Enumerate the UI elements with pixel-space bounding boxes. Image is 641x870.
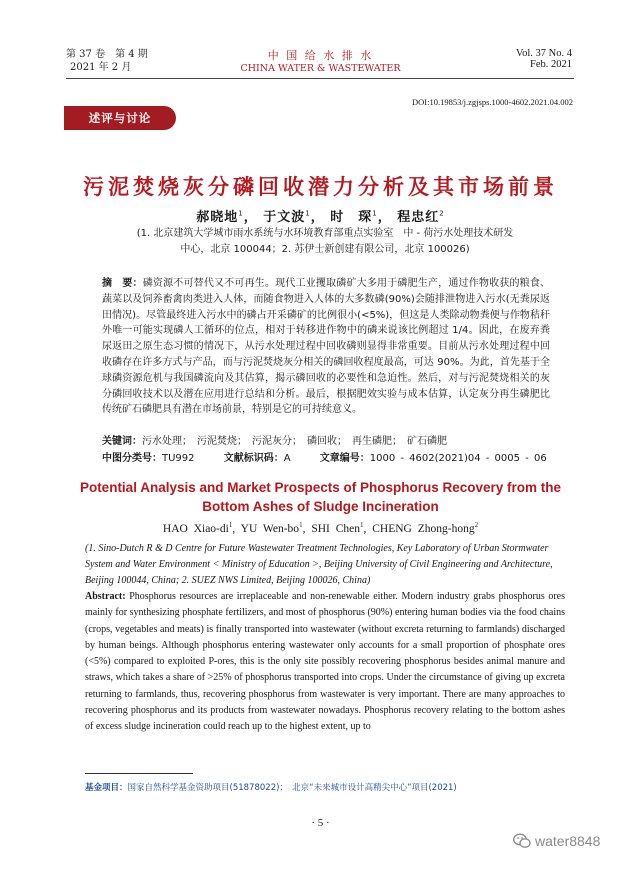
author-en: SHI Chen [311, 522, 360, 535]
abstract-en-label: Abstract: [85, 591, 126, 602]
watermark-text: water8848 [535, 833, 601, 849]
doi[interactable]: DOI:10.19853/j.zgjsps.1000-4602.2021.04.002 [411, 97, 573, 107]
date-en: Feb. 2021 [530, 59, 572, 70]
header-volume-info-en [516, 48, 572, 70]
keywords-cn [102, 432, 550, 447]
affiliation-cn-line: (1. 北京建筑大学城市雨水系统与水环境教育部重点实验室 中 - 荷污水处理技术研发 [136, 228, 514, 239]
author-sup: 1 [372, 209, 378, 218]
fund-note [85, 781, 565, 793]
author-cn: 时 琛 [330, 210, 373, 225]
author-sup: 1 [238, 209, 244, 218]
volume-issue-en: Vol. 37 No. 4 [515, 48, 572, 59]
article-title-cn: 污泥焚烧灰分磷回收潜力分析及其市场前景 [83, 175, 558, 199]
watermark [513, 833, 600, 849]
affiliation-en: (1. Sino-Dutch R & D Centre for Future Wastewater Treatment Technologies, Key Laboratory of Urban Stormwater System and Water Environment < Ministry of Education >, Beijing University of Civil Engineering and Architecture, Beijing 100044, China; 2. SUEZ NWS Limited, Beijing 100026, China) [85, 543, 553, 586]
author-cn: 于文波 [263, 210, 306, 225]
wechat-icon [513, 833, 531, 849]
date-cn: 2021 年 2 月 [70, 62, 132, 73]
author-en: CHENG Zhong-hong [372, 522, 475, 535]
doc-code-value: A [283, 453, 291, 464]
authors-cn: 郝晓地$^1$， 于文波$^1$， 时 琛$^1$， 程忠红$^2$ [196, 209, 445, 225]
keywords-cn-text: 污水处理； 污泥焚烧； 污泥灰分； 磷回收； 再生磷肥； 矿石磷肥 [142, 436, 447, 447]
authors-en: HAO Xiao-$di^1$, YU Wen-$bo^1$, SHI Chen$^1$, CHENG Zhong-hong$^2$ [162, 521, 479, 535]
abstract-en-text: Phosphorus resources are irreplaceable and non-renewable either. Modern industry grabs phosphorus ores mainly for synthesizing phosphate fertilizers, and most of phosphorus (90%) entering human bodies via the food chains (crops, vegetables and meats) is finally transported into wastewater (without excreta returning to farmlands) discharged by human beings. Although phosphorus entering wastewater only accounts for a small proportion of phosphate ores (<5%) compared to exploited P-ores, this is the only site possibly recovering phosphorus besides animal manure and straws, which takes a share of >25% of phosphorus transported into crops. Under the circumstance of giving up excreta returning to farmlands, thus, recovering phosphorus from wastewater is very important. There are many approaches to recovering phosphorus and its products from wastewater nowadays. Phosphorus recovery relating to the bottom ashes of excess sludge incineration could reach up to the highest extent, up to [85, 591, 566, 733]
journal-name-cn: 中 国 给 水 排 水 [267, 49, 374, 62]
author-sup: 1 [299, 521, 303, 529]
article-title-en: Potential Analysis and Market Prospects of Phosphorus Recovery from the Bottom Ashes of Sludge Incineration [79, 480, 562, 514]
author-sup: 2 [474, 521, 479, 529]
abstract-en [85, 589, 565, 736]
fund-text: 国家自然科学基金资助项目(51878022)； 北京“未来城市设计高精尖中心”项目(2021) [127, 783, 457, 793]
keywords-cn-label: 关键词： [102, 436, 142, 447]
classification-line [102, 449, 550, 464]
clc-value: TU992 [162, 453, 195, 464]
abstract-cn [102, 276, 550, 418]
journal-name-en: CHINA WATER & WASTEWATER [240, 63, 401, 74]
author-sup: 1 [228, 521, 233, 529]
abstract-cn-text: 磷资源不可替代又不可再生。现代工业攫取磷矿大多用于磷肥生产，通过作物收获的粮食、蔬菜以及饲养畜禽肉类进入人体，而随食物进入人体的大多数磷(90%)会随排泄物进入污水(无粪尿返田情况)。尽管最终进入污水中的磷占开采磷矿的比例很小(<5%)，但这是人类除动物粪便与作物秸秆外唯一可能实现磷人工循环的位点，相对于转移进作物中的磷来说该比例超过 1/4。因此，在废弃粪尿返田之原生态习惯的情况下，从污水处理过程中回收磷则显得非常重要。目前从污水处理过程中回收磷存在许多方式与产品，而与污泥焚烧灰分相关的磷回收程度最高，可达 90%。为此，首先基于全球磷资源危机与我国磷流向及其估算，揭示磷回收的必要性和急迫性。然后，对与污泥焚烧相关的灰分磷回收技术以及潜在应用进行总结和分析。最后，根据肥效实验与成本估算，认定灰分再生磷肥比传统矿石磷肥具有潜在市场前景，特别是它的可持续意义。 [102, 278, 551, 416]
volume-issue-cn: 第 37 卷 第 4 期 [66, 49, 148, 60]
page-number: · 5 · [311, 817, 330, 829]
abstract-cn-label: 摘 要： [102, 278, 143, 289]
column-tag: 述评与讨论 [64, 106, 176, 130]
article-number-value: 1000 - 4602(2021)04 - 0005 - 06 [369, 453, 547, 464]
author-sup: 1 [360, 521, 364, 529]
affiliation-cn [95, 226, 555, 258]
author-en: YU Wen-bo [240, 522, 300, 535]
author-en: HAO Xiao-di [162, 522, 229, 535]
author-cn: 郝晓地 [196, 210, 239, 225]
fund-label: 基金项目： [85, 783, 128, 793]
header-divider [66, 78, 574, 79]
doc-code-label: 文献标识码： [223, 453, 284, 464]
author-cn: 程忠红 [397, 210, 440, 225]
author-sup: 1 [305, 209, 311, 218]
author-sup: 2 [439, 209, 445, 218]
clc-label: 中图分类号： [102, 453, 162, 464]
article-number-label: 文章编号： [319, 453, 370, 464]
footnote-divider [85, 773, 193, 774]
affiliation-cn-line: 中心，北京 100044；2. 苏伊士新创建有限公司，北京 100026) [180, 244, 470, 255]
